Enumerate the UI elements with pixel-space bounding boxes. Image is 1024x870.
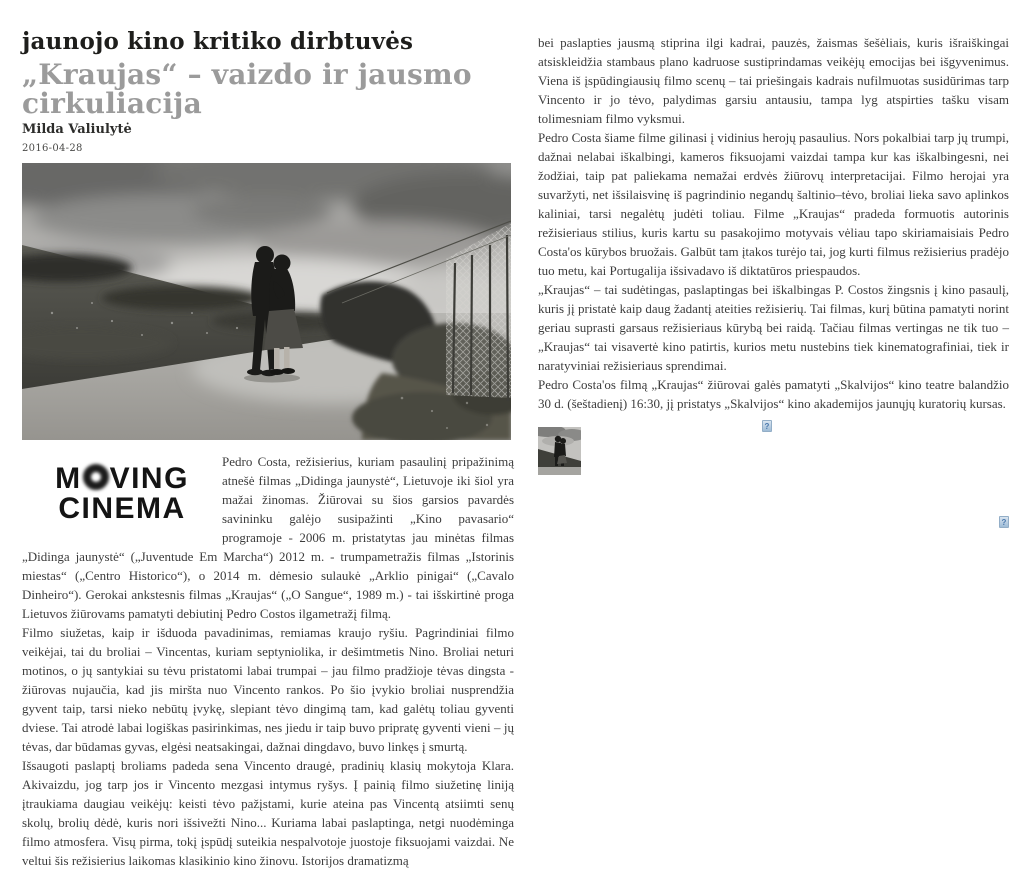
section-kicker: jaunojo kino kritiko dirbtuvės — [22, 28, 414, 55]
moving-cinema-logo — [36, 464, 208, 524]
paragraph: Pedro Costa, režisierius, kuriam pasaulinį pripažinimą atnešė filmas „Didinga jaunystė“, Lietuvoje iki šiol yra mažai žinomas. Žiūrovai su šios garsios pavardės savininku galėjo susipažinti „Kino pavasario“ programoje - 2006 m. pristatytas jau minėtas filmas „Didinga jaunystė“ („Juventude Em Marcha“) 2012 m. - trumpametražis filmas „Istorinis miestas“ („Centro Historico“), o 2014 m. dėmesio sulaukė „Arklio pinigai“ („Cavalo Dinheiro“). Gerokai ankstesnis filmas „Kraujas“ („O Sangue“, 1989 m.) - tai išskirtinė proga Lietuvos žiūrovams pamatyti debiutinį Pedro Costos ilgametražį filmą. — [22, 454, 514, 621]
hero-image — [22, 163, 511, 440]
article-body-left — [22, 452, 514, 870]
missing-image-icon: ? — [762, 420, 772, 432]
logo-line2: CINEMA — [58, 492, 186, 525]
author-name: Milda Valiulytė — [22, 122, 132, 137]
left-column — [22, 0, 514, 868]
paragraph: Filmo siužetas, kaip ir išduoda pavadinimas, remiamas kraujo ryšiu. Pagrindiniai filmo veikėjai, tai du broliai – Vincentas, kuriam septyniolika, ir dešimtmetis Nino. Broliai neturi motinos, o jų santykiai su tėvu pristatomi labai trumpai – jau filmo pradžioje tėvas dingsta - žiūrovas nujaučia, kad jis miršta nuo Vincento rankos. Po šio įvykio broliai nusprendžia gyvent taip, tarsi nieko nebūtų įvykę, slepiant tėvo dingimą tam, kad galėtų toliau gyventi dviese. Tai atrodė labai logiškas pasirinkimas, nes jiedu ir taip buvo pripratę gyventi vieni – jų tėvas, dar būdamas gyvas, elgėsi neatsakingai, dažnai dingdavo, buvo linkęs į smurtą. — [22, 625, 514, 754]
paragraph: Pedro Costa šiame filme gilinasi į vidinius herojų pasaulius. Nors pokalbiai tarp jų trumpi, dažnai nelabai iškalbingi, kameros fiksuojami vaizdai tampa kur kas iškalbingesni, nei žodžiai, taip pat paliekama nemažai erdvės žiūrovų interpretacijai. Filmo herojai yra suvaržyti, net išsilaisvinę iš pagrindinio negandų šaltinio–tėvo, broliai lieka savo aplinkos kaliniai, tarsi negalėtų judėti toliau. Filme „Kraujas“ pradeda formuotis autorinis režisieriaus stilius, kuris kartu su pasakojimo motyvais vėliau tapo skiriamaisiais Pedro Costa'os kūrybos bruožais. Galbūt tam įtakos turėjo tai, jog kurti filmus režisierius pradėjo tuo metu, kai Portugalija išsivadavo iš diktatūros priespaudos. — [538, 130, 1009, 278]
publish-date: 2016-04-28 — [22, 143, 83, 154]
right-column — [538, 33, 1009, 475]
logo-line1: M VING — [55, 462, 189, 495]
article-header — [22, 0, 514, 154]
missing-image-icon: ? — [999, 516, 1009, 528]
paragraph: bei paslapties jausmą stiprina ilgi kadrai, pauzės, žaismas šešėliais, kuris išraiškingai atsiskleidžia stambaus plano kadruose sustiprindamas veikėjų emocijas bei išgyvenimus. Viena iš įspūdingiausių filmo scenų – tai priešingais kadrais nufilmuotas susidūrimas tarp Vincento ir jo tėvo, palydimas garsiu antausiu, tampa lyg atspirties tašku visam tolimesniam filmo vyksmui. — [538, 35, 1009, 126]
paragraph: „Kraujas“ – tai sudėtingas, paslaptingas bei iškalbingas P. Costos žingsnis į kino pasaulį, kuris jį pristatė kaip daug žadantį ateities režisierių. Tai filmas, kurį būtina pamatyti norint geriau suprasti garsaus režisieriaus kūrybą bei raidą. Tačiau filmas vertingas ne tik tuo – „Kraujas“ tai visavertė kino patirtis, kurios metu nustebins tiek kinematografiniai, tiek ir naratyviniai režisieriaus sprendimai. — [538, 282, 1009, 373]
paragraph: Pedro Costa'os filmą „Kraujas“ žiūrovai galės pamatyti „Skalvijos“ kino teatre balandžio 30 d. (šeštadienį) 16:30, jį pristatys „Skalvijos“ kino akademijos jaunųjų kuratorių kursas. — [538, 377, 1009, 411]
page-title: „Kraujas“ – vaizdo ir jausmo cirkuliacija — [22, 58, 472, 120]
paragraph: Išsaugoti paslaptį broliams padeda sena Vincento draugė, pradinių klasių mokytoja Klara. Akivaizdu, jog tarp jos ir Vincento mezgasi intymus ryšys. Į painią filmo siužetinę liniją įtraukiama daugiau veikėjų: keisti tėvo pažįstami, kurie ateina pas Vincentą atsiimti senų skolų, brolių dėdė, kuris nori išsivežti Nino... Kuriama labai paslaptinga, netgi nuodėminga filmo atmosfera. Visų pirma, tokį įspūdį suteikia nespalvotoje juostoje fiksuojami vaizdai. Ne veltui šis režisierius laikomas klasikinio kino žinovu. Istorijos dramatizmą — [22, 758, 514, 868]
lens-bokeh-icon — [83, 464, 109, 490]
film-still-thumbnail[interactable] — [538, 427, 581, 475]
